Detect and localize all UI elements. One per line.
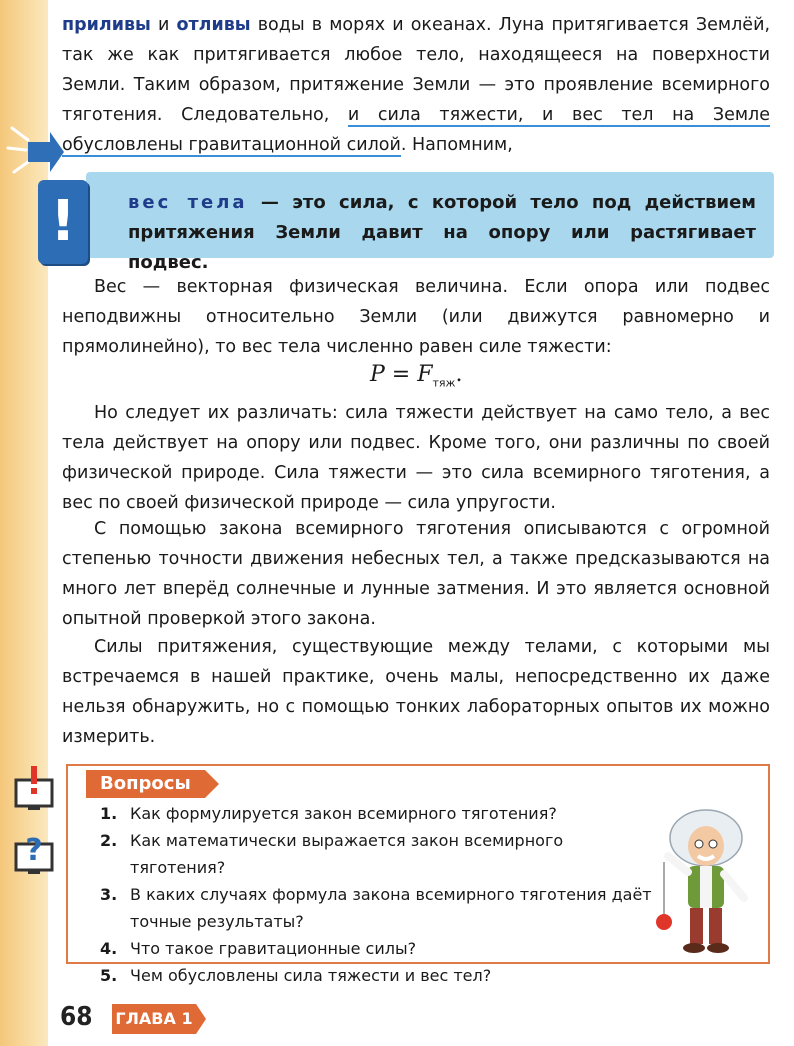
question-item: 2. Как математически выражается закон всемирного тяготения? (100, 831, 564, 877)
questions-title: Вопросы (86, 770, 205, 798)
term-tides: приливы (62, 15, 151, 35)
paragraph-3: Но следует их различать: сила тяжести действует на само тело, а вес тела действует на опору или подвес. Кроме того, они различны по своей физической природе. Сила тяжести — это сила всемирного тяготения, а вес по своей физической природе — сила упругости. (62, 403, 770, 513)
paragraph-1: приливы и отливы воды в морях и океанах. Луна притягивается Землёй, так же как притягивается любое тело, находящееся на поверхности Земли. Таким образом, притяжение Земли — это проявление всемирного тяготения. Следовательно, и сила тяжести, и вес тел на Земле обусловлены гравитационной силой. Напомним, (62, 15, 771, 155)
question-item: 5. Чем обусловлены сила тяжести и вес тел? (100, 966, 492, 985)
paragraph-2: Вес — векторная физическая величина. Если опора или подвес неподвижны относительно Земли (или движутся равномерно и прямолинейно), то вес тела численно равен силе тяжести: (62, 277, 770, 357)
page-number: 68 (60, 1002, 93, 1032)
questions-list (100, 800, 660, 989)
term-ebbs: отливы (176, 15, 251, 35)
weight-formula: $P = F_{тяж}$. (370, 362, 463, 390)
question-item: 3. В каких случаях формула закона всемирного тяготения даёт точные результаты? (100, 885, 652, 931)
chapter-label: ГЛАВА 1 (112, 1004, 196, 1034)
question-item: 4. Что такое гравитационные силы? (100, 939, 417, 958)
paragraph-5: Силы притяжения, существующие между телами, с которыми мы встречаемся в нашей практике, очень малы, непосредственно их даже нельзя обнаружить, но с помощью тонких лабораторных опытов их можно измерить. (62, 637, 770, 747)
svg-text:?: ? (25, 833, 43, 868)
exclamation-icon: ! (38, 180, 88, 264)
paragraph-4: С помощью закона всемирного тяготения описываются с огромной степенью точности движения небесных тел, а также предсказываются на много лет вперёд солнечные и лунные затмения. И это является основной опытной проверкой этого закона. (62, 519, 770, 629)
monitor-question-icon (14, 830, 54, 880)
definition-text: вес тела — это сила, с которой тело под действием притяжения Земли давит на опору или растягивает подвес. (128, 192, 756, 273)
underlined-statement: и сила тяжести, и вес тел на Земле обусловлены гравитационной силой (62, 105, 770, 155)
pointer-arrow-icon (6, 118, 66, 188)
scientist-illustration (648, 806, 758, 956)
question-item: 1. Как формулируется закон всемирного тяготения? (100, 804, 557, 823)
monitor-exclamation-icon (14, 766, 54, 814)
definition-term: вес тела (128, 192, 248, 213)
